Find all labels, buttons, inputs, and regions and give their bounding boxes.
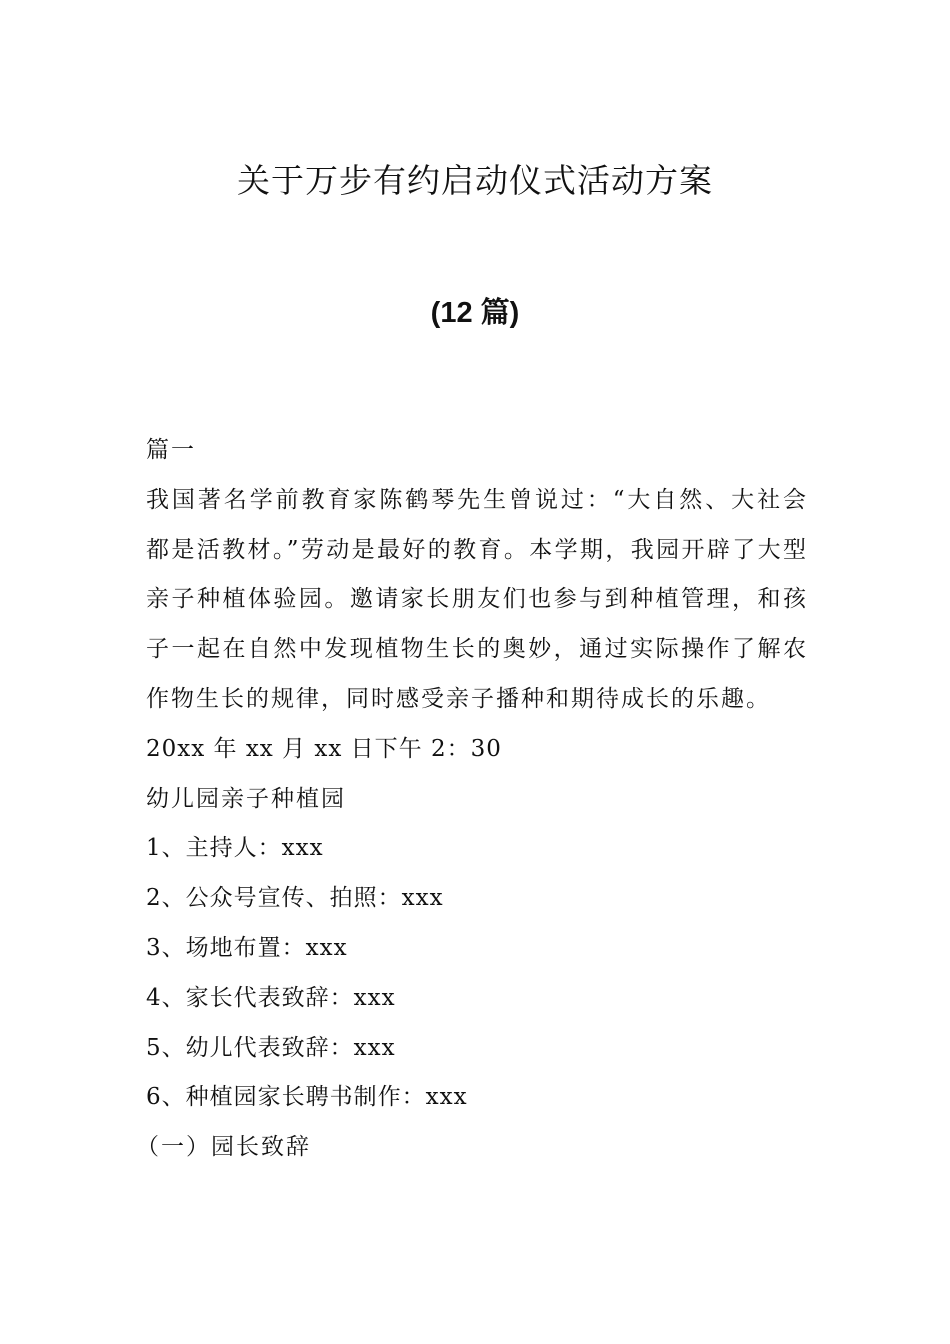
document-subtitle: (12 篇) — [430, 297, 520, 329]
document-body — [136, 426, 808, 1173]
event-time: 20xx 年 xx 月 xx 日下午 2：30 — [146, 735, 502, 762]
subsection-heading: （一）园长致辞 — [136, 1134, 311, 1161]
document-title: 关于万步有约启动仪式活动方案 — [237, 161, 713, 200]
assignment-item: 3、场地布置：xxx — [146, 934, 348, 961]
assignment-item: 1、主持人：xxx — [146, 835, 324, 862]
event-location: 幼儿园亲子种植园 — [146, 785, 346, 812]
intro-paragraph: 我国著名学前教育家陈鹤琴先生曾说过：“大自然、大社会都是活教材。”劳动是最好的教育。本学期，我园开辟了大型亲子种植体验园。邀请家长朋友们也参与到种植管理，和孩子一起在自然中发现植物生长的奥妙，通过实际操作了解农作物生长的规律，同时感受亲子播种和期待成长的乐趣。 — [146, 486, 808, 712]
assignment-item: 4、家长代表致辞：xxx — [146, 984, 396, 1011]
assignment-item: 5、幼儿代表致辞：xxx — [146, 1034, 396, 1061]
section-label: 篇一 — [146, 437, 196, 463]
assignment-item: 2、公众号宣传、拍照：xxx — [146, 885, 444, 912]
assignment-item: 6、种植园家长聘书制作：xxx — [146, 1084, 468, 1111]
